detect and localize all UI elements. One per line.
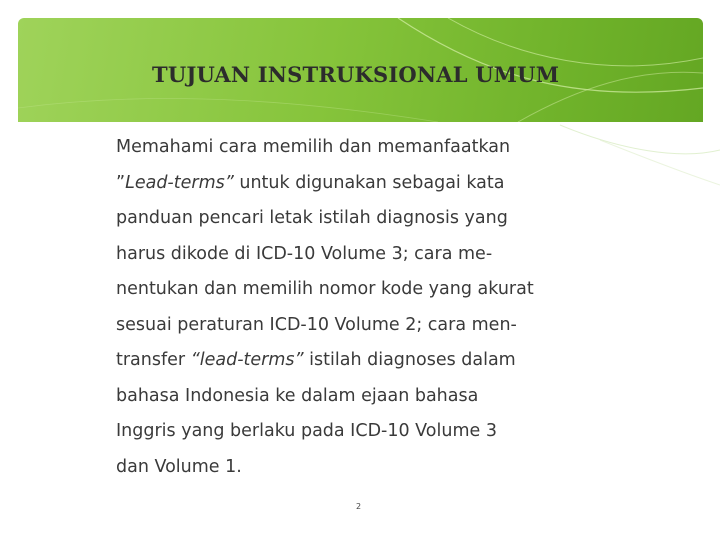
body-line	[116, 130, 606, 166]
slide-title: TUJUAN INSTRUKSIONAL UMUM	[152, 62, 560, 87]
body-line	[116, 379, 606, 415]
text-segment: untuk digunakan sebagai kata	[233, 172, 505, 193]
body-line	[116, 166, 606, 202]
text-segment: ”	[116, 172, 126, 193]
body-line	[116, 272, 606, 308]
text-segment: sesuai peraturan ICD-10 Volume 2; cara men-	[116, 314, 517, 335]
text-segment: Inggris yang berlaku pada ICD-10 Volume 3	[116, 421, 497, 441]
text-segment: istilah diagnoses dalam	[303, 350, 516, 370]
body-line	[116, 237, 606, 273]
text-segment: harus dikode di ICD-10 Volume 3; cara me-	[116, 243, 493, 264]
page-number: 2	[356, 502, 362, 511]
body-line	[116, 308, 606, 344]
text-segment: Memahami cara memilih dan memanfaatkan	[116, 137, 511, 157]
body-line	[116, 343, 606, 379]
text-segment: bahasa Indonesia ke dalam ejaan bahasa	[116, 385, 479, 406]
text-segment: panduan pencari letak istilah diagnosis yang	[116, 208, 508, 228]
body-line	[116, 414, 606, 450]
italic-term: “lead-terms”	[190, 350, 304, 370]
italic-term: Lead-terms”	[125, 172, 234, 193]
body-paragraph	[116, 130, 606, 485]
text-segment: dan Volume 1.	[116, 456, 242, 477]
text-segment: transfer	[116, 350, 191, 370]
body-line	[116, 201, 606, 237]
text-segment: nentukan dan memilih nomor kode yang akurat	[116, 279, 534, 299]
body-line	[116, 450, 606, 486]
